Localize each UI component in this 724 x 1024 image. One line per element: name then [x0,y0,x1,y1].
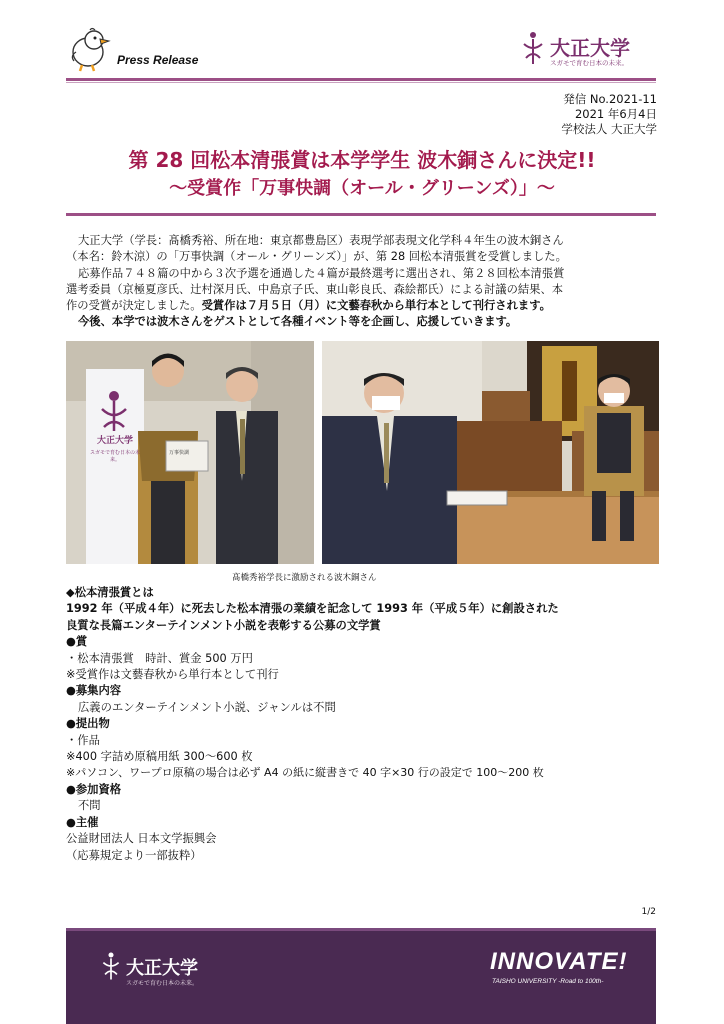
doc-number: 発信 No.2021-11 [563,92,657,106]
page-number: 1/2 [641,907,656,917]
doc-issuer: 学校法人 大正大学 [561,122,657,136]
title-rule [66,213,656,216]
header-rule-thin [66,82,656,83]
info-line: 広義のエンターテインメント小説、ジャンルは不問 [78,700,336,714]
page-subtitle: 〜受賞作「万事快調（オール・グリーンズ）」〜 [169,178,555,199]
footer-slogan: TAISHO UNIVERSITY -Road to 100th- [492,978,604,985]
innovate-logo: INNOVATE! [490,948,628,975]
logo-tagline: スガモで育む日本の未来。 [550,59,628,67]
info-heading: ●賞 [66,635,88,649]
doc-date: 2021 年6月4日 [574,107,657,121]
taisho-logo [520,30,660,72]
footer-logo-tagline: スガモで育む日本の未来。 [126,980,199,987]
footer-logo-name: 大正大学 [126,958,198,979]
photo-caption: 髙橋秀裕学長に激励される波木銅さん [232,573,377,583]
body-line-bold: 受賞作は７月５日（月）に文藝春秋から単行本として刊行されます。 [201,299,551,313]
award-info [66,585,676,864]
info-line: ※400 字詰め原稿用紙 300〜600 枚 [66,750,253,764]
footer-logo [100,950,250,990]
photo-left [66,341,314,564]
body-line: 作の受賞が決定しました。 [66,299,202,313]
logo-name: 大正大学 [550,36,630,60]
info-line: 良質な長篇エンターテインメント小説を表彰する公募の文学賞 [66,618,381,632]
body-line: 応募作品７４８篇の中から３次予選を通過した４篇が最終選考に選出され、第２８回松本清張賞 [78,266,565,280]
info-heading: ●主催 [66,815,99,829]
body-line: 大正大学（学長：髙橋秀裕、所在地：東京都豊島区）表現学部表現文化学科４年生の波木銅さん [78,234,564,247]
press-release-label: Press Release [117,53,199,67]
body-line: （本名：鈴木涼）の「万事快調（オール・グリーンズ）」が、第 28 回松本清張賞を受賞しました。 [66,250,567,264]
header-rule [66,78,656,81]
body-line-bold: 今後、本学では波木さんをゲストとして各種イベント等を企画し、応援していきます。 [78,315,518,329]
footer-stripe [66,928,656,931]
info-heading: ●参加資格 [66,782,122,796]
info-line: 不問 [78,799,101,813]
info-line: ・作品 [66,733,100,747]
info-line: （応募規定より一部抜粋） [66,848,202,862]
info-line: ※パソコン、ワープロ原稿の場合は必ず A4 の紙に縦書きで 40 字×30 行の設定で 100〜200 枚 [66,766,544,780]
booklet-text: 万事快調 [169,450,190,456]
taisho-emblem-icon [100,950,122,982]
page-title: 第 28 回松本清張賞は本学学生 波木銅さんに決定!! [128,148,596,172]
info-line: ・松本清張賞 時計、賞金 500 万円 [66,651,253,665]
photo-right [322,341,659,564]
body-line: 選考委員（京極夏彦氏、辻村深月氏、中島京子氏、東山彰良氏、森絵都氏）による討議の結果、本 [66,282,564,296]
info-heading: ◆松本清張賞とは [66,586,154,599]
banner-name: 大正大学 [96,436,133,446]
info-heading: ●提出物 [66,717,110,731]
doc-meta [561,92,657,137]
banner-tagline: スガモで育む日本の未来。 [89,450,140,463]
taisho-emblem-icon [520,30,546,66]
body-text [66,233,666,331]
mascot-logo [64,26,112,72]
info-line: 1992 年（平成４年）に死去した松本清張の業績を記念して 1993 年（平成５年）に創設された [66,602,559,616]
info-line: 公益財団法人 日本文学振興会 [66,832,217,846]
info-line: ※受賞作は文藝春秋から単行本として刊行 [66,668,279,682]
info-heading: ●募集内容 [66,684,122,698]
